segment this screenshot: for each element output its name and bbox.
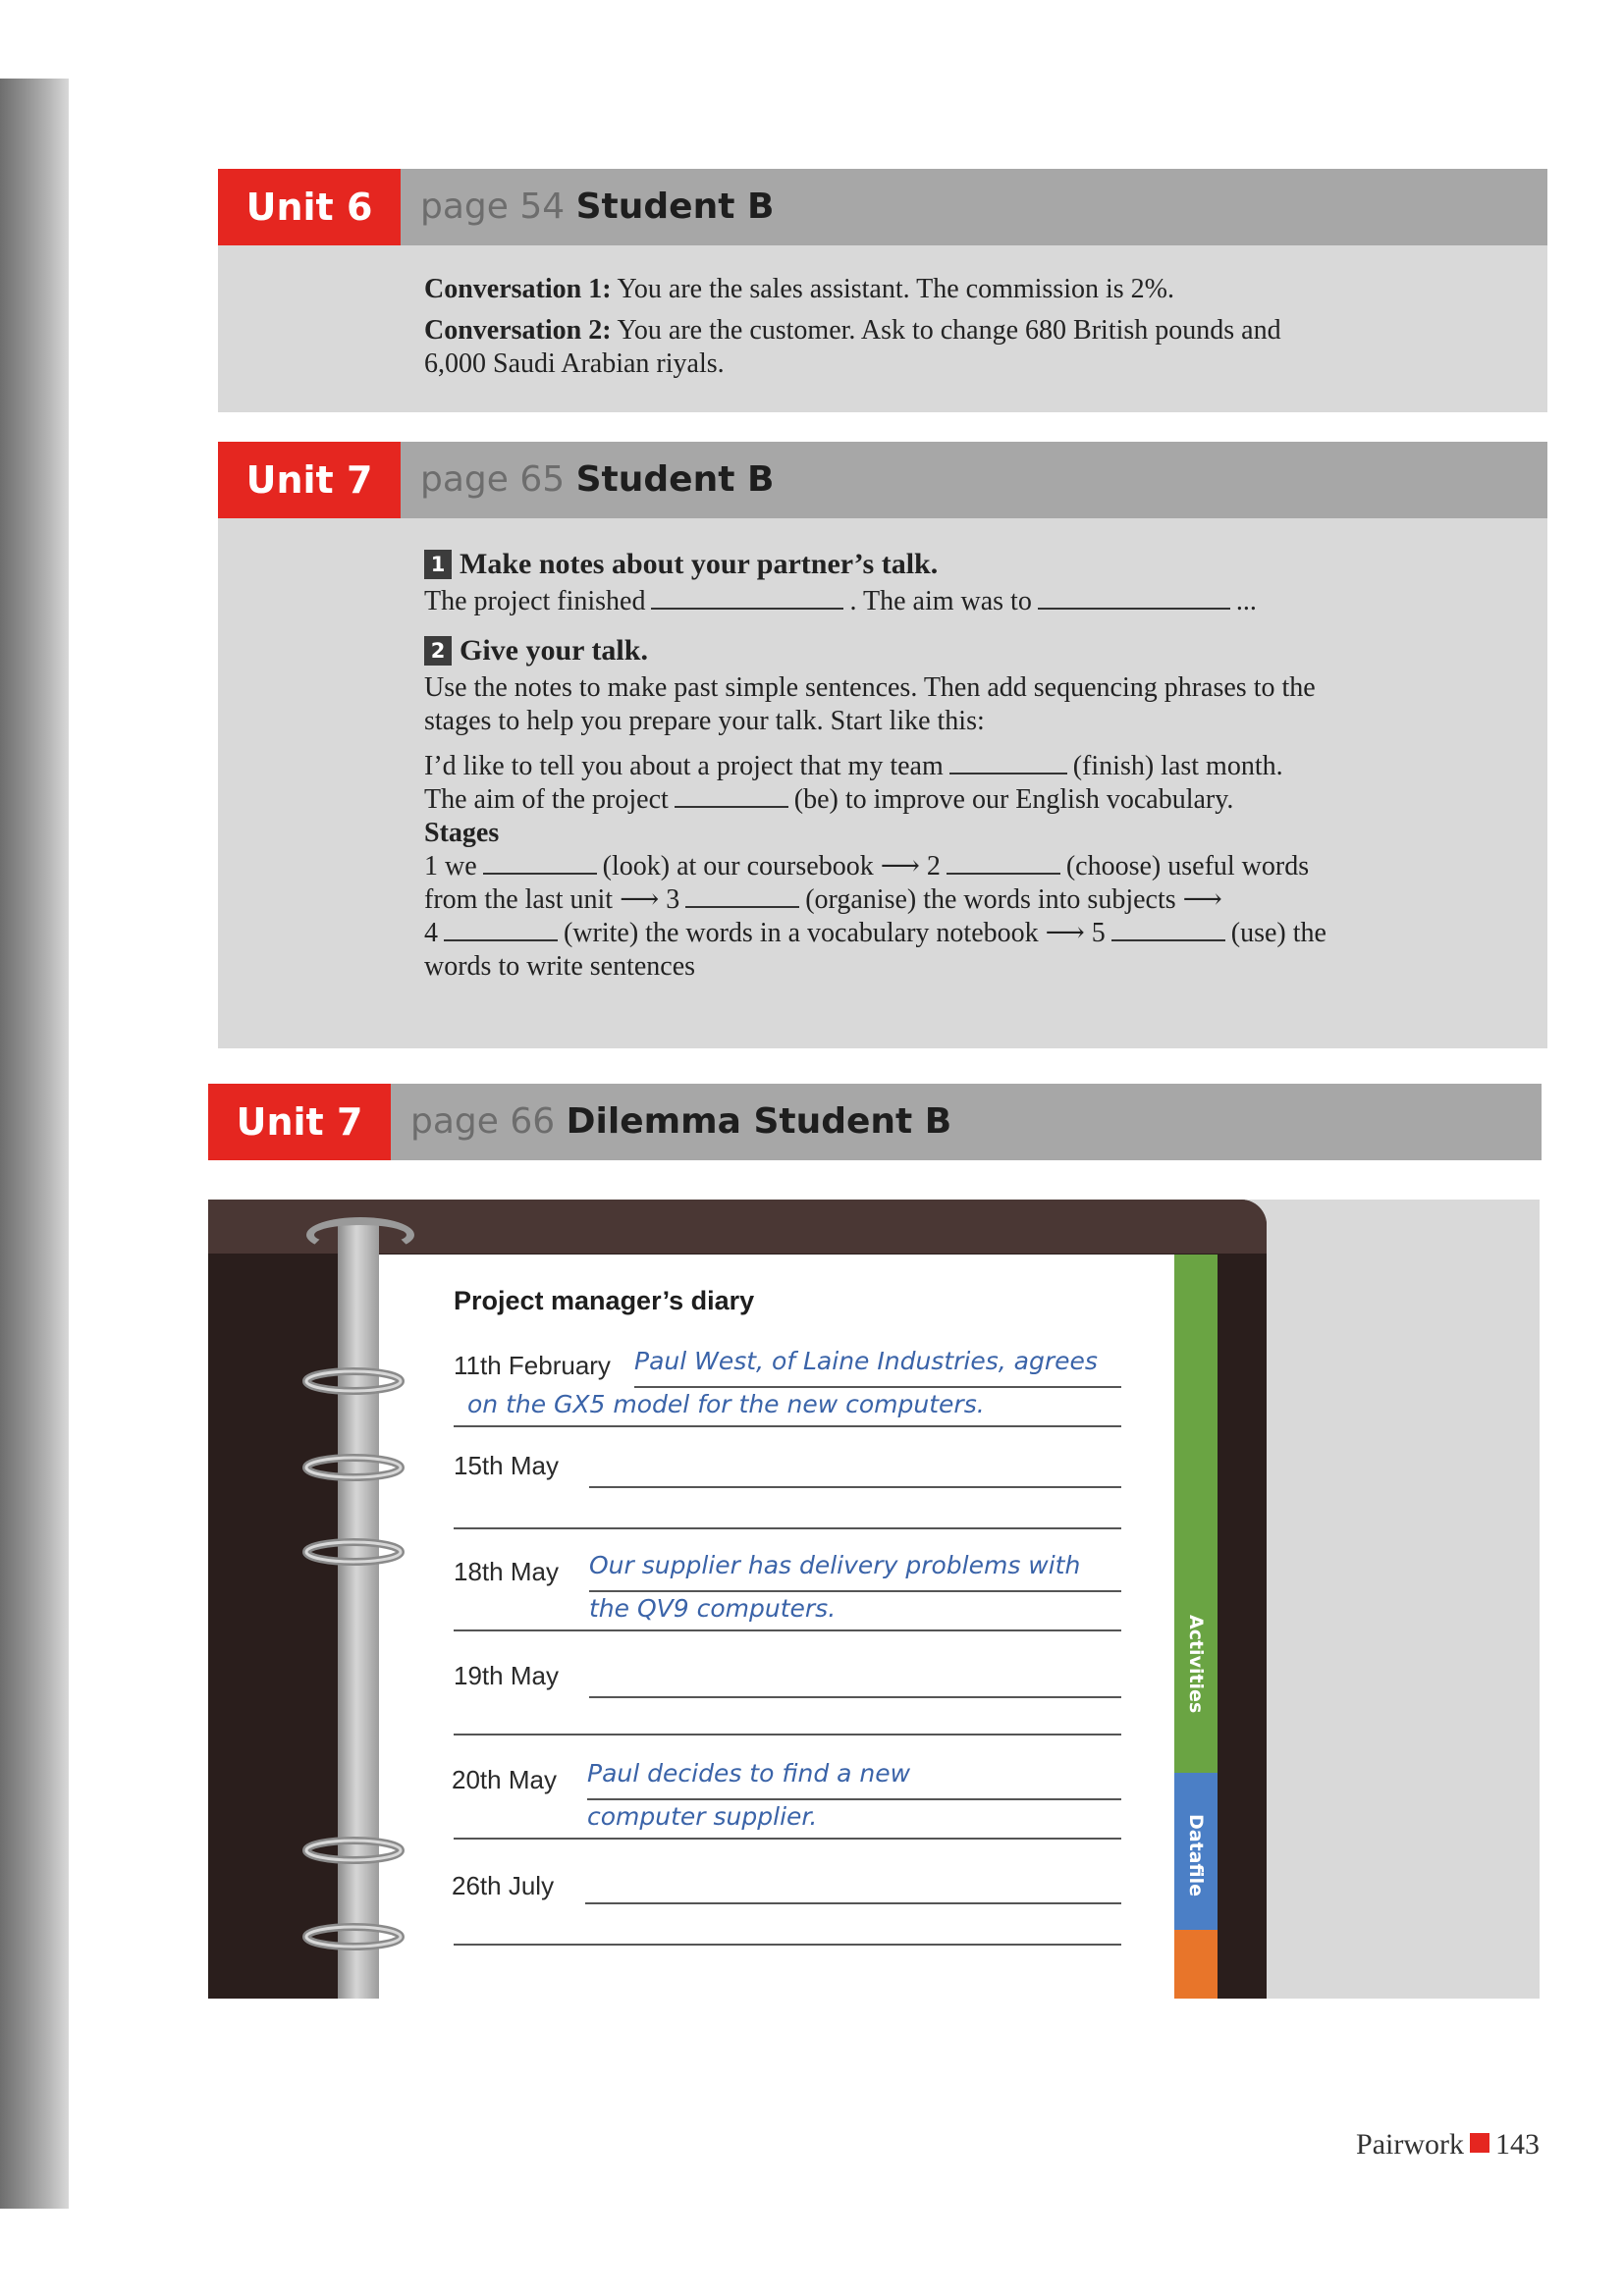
task-2-instruction: Use the notes to make past simple sentences. Then add sequencing phrases to the xyxy=(424,672,1316,703)
binder-ring-5 xyxy=(297,1920,414,1953)
writing-line xyxy=(585,1902,1121,1904)
unit6-section xyxy=(218,169,1547,412)
writing-line xyxy=(454,1629,1121,1631)
task-1-line: The project finished . The aim was to ... xyxy=(424,586,1257,616)
page-number: 143 xyxy=(1495,2128,1540,2161)
tab-top-green xyxy=(1174,1255,1218,1541)
page-footer xyxy=(1356,2128,1540,2162)
stages-heading: Stages xyxy=(424,818,500,848)
stage-line-1: 1 we (look) at our coursebook ⟶ 2 (choose) useful words xyxy=(424,851,1310,881)
diary-date: 11th February xyxy=(454,1351,611,1380)
diary-note: Our supplier has delivery problems with xyxy=(589,1551,1081,1579)
page-reference: page 66 xyxy=(410,1101,556,1142)
dilemma-label: Dilemma Student B xyxy=(566,1101,952,1142)
answer-blank xyxy=(685,884,799,908)
unit-tab: Unit 6 xyxy=(218,169,401,245)
page-reference: page 65 xyxy=(420,459,566,500)
answer-blank xyxy=(675,784,788,808)
page-reference: page 54 xyxy=(420,187,566,227)
diary-note: on the GX5 model for the new computers. xyxy=(467,1390,985,1418)
writing-line xyxy=(454,1838,1121,1840)
diary-note: computer supplier. xyxy=(587,1802,818,1831)
ring-post xyxy=(338,1222,379,1999)
answer-blank xyxy=(1111,918,1225,941)
diary-date: 19th May xyxy=(454,1661,559,1690)
talk-exercise xyxy=(424,548,1514,984)
answer-blank xyxy=(947,851,1060,875)
unit-tab: Unit 7 xyxy=(218,442,401,518)
student-label: Student B xyxy=(575,459,775,500)
writing-line xyxy=(454,1425,1121,1427)
binder-ring-1 xyxy=(297,1364,414,1398)
example-line-1: I’d like to tell you about a project that my team (finish) last month. xyxy=(424,751,1283,781)
section-title xyxy=(420,169,774,245)
unit7-section xyxy=(218,442,1547,1048)
answer-blank xyxy=(949,751,1067,774)
diary-date: 18th May xyxy=(454,1557,559,1586)
tab-datafile-label: Datafile xyxy=(1185,1814,1207,1896)
diary-date: 15th May xyxy=(454,1451,559,1480)
task-number: 2 xyxy=(424,636,452,666)
diary-note: Paul decides to find a new xyxy=(587,1759,911,1788)
task-1-heading: 1 Make notes about your partner’s talk. xyxy=(424,548,1514,581)
diary-note: the QV9 computers. xyxy=(589,1594,837,1623)
diary-title: Project manager’s diary xyxy=(454,1286,755,1315)
diary-date: 20th May xyxy=(452,1765,557,1794)
binder-ring-2 xyxy=(297,1451,414,1484)
example-line-2: The aim of the project (be) to improve our English vocabulary. xyxy=(424,784,1234,815)
section-title xyxy=(410,1084,951,1160)
stage-line-2: from the last unit ⟶ 3 (organise) the words into subjects ⟶ xyxy=(424,884,1222,915)
diary-note: Paul West, of Laine Industries, agrees xyxy=(634,1347,1098,1375)
writing-line xyxy=(454,1734,1121,1735)
student-label: Student B xyxy=(575,187,775,227)
task-number: 1 xyxy=(424,550,452,579)
writing-line xyxy=(454,1527,1121,1529)
footer-section-label: Pairwork xyxy=(1356,2128,1464,2161)
conversation-instructions xyxy=(424,273,1504,381)
conversation-2-cont: 6,000 Saudi Arabian riyals. xyxy=(424,348,725,379)
answer-blank xyxy=(1038,586,1230,610)
task-2-heading: 2 Give your talk. xyxy=(424,634,1514,667)
writing-line xyxy=(589,1486,1121,1488)
writing-line xyxy=(587,1798,1121,1800)
answer-blank xyxy=(483,851,597,875)
dilemma-section-header xyxy=(208,1084,1542,1160)
tab-activities-label: Activities xyxy=(1185,1614,1207,1714)
book-spine-shadow xyxy=(0,79,69,2209)
section-title xyxy=(420,442,774,518)
section-header xyxy=(218,169,1547,245)
answer-blank xyxy=(651,586,843,610)
ring-cap xyxy=(306,1217,414,1253)
writing-line xyxy=(589,1696,1121,1698)
diary-date: 26th July xyxy=(452,1871,555,1900)
writing-line xyxy=(589,1590,1121,1592)
stage-line-4: words to write sentences xyxy=(424,951,696,982)
conversation-1: Conversation 1: You are the sales assistant. The commission is 2%. xyxy=(424,274,1174,304)
binder-ring-4 xyxy=(297,1834,414,1867)
writing-line xyxy=(634,1386,1121,1388)
stage-line-3: 4 (write) the words in a vocabulary notebook ⟶ 5 (use) the xyxy=(424,918,1326,948)
writing-line xyxy=(454,1944,1121,1946)
task-2-instruction-cont: stages to help you prepare your talk. Start like this: xyxy=(424,706,985,736)
red-square-icon xyxy=(1470,2133,1489,2153)
section-header xyxy=(218,442,1547,518)
unit-tab: Unit 7 xyxy=(208,1084,391,1160)
answer-blank xyxy=(444,918,558,941)
tab-bottom-orange xyxy=(1174,1930,1218,1999)
binder-ring-3 xyxy=(297,1535,414,1569)
conversation-2: Conversation 2: You are the customer. Ask to change 680 British pounds and xyxy=(424,315,1281,346)
